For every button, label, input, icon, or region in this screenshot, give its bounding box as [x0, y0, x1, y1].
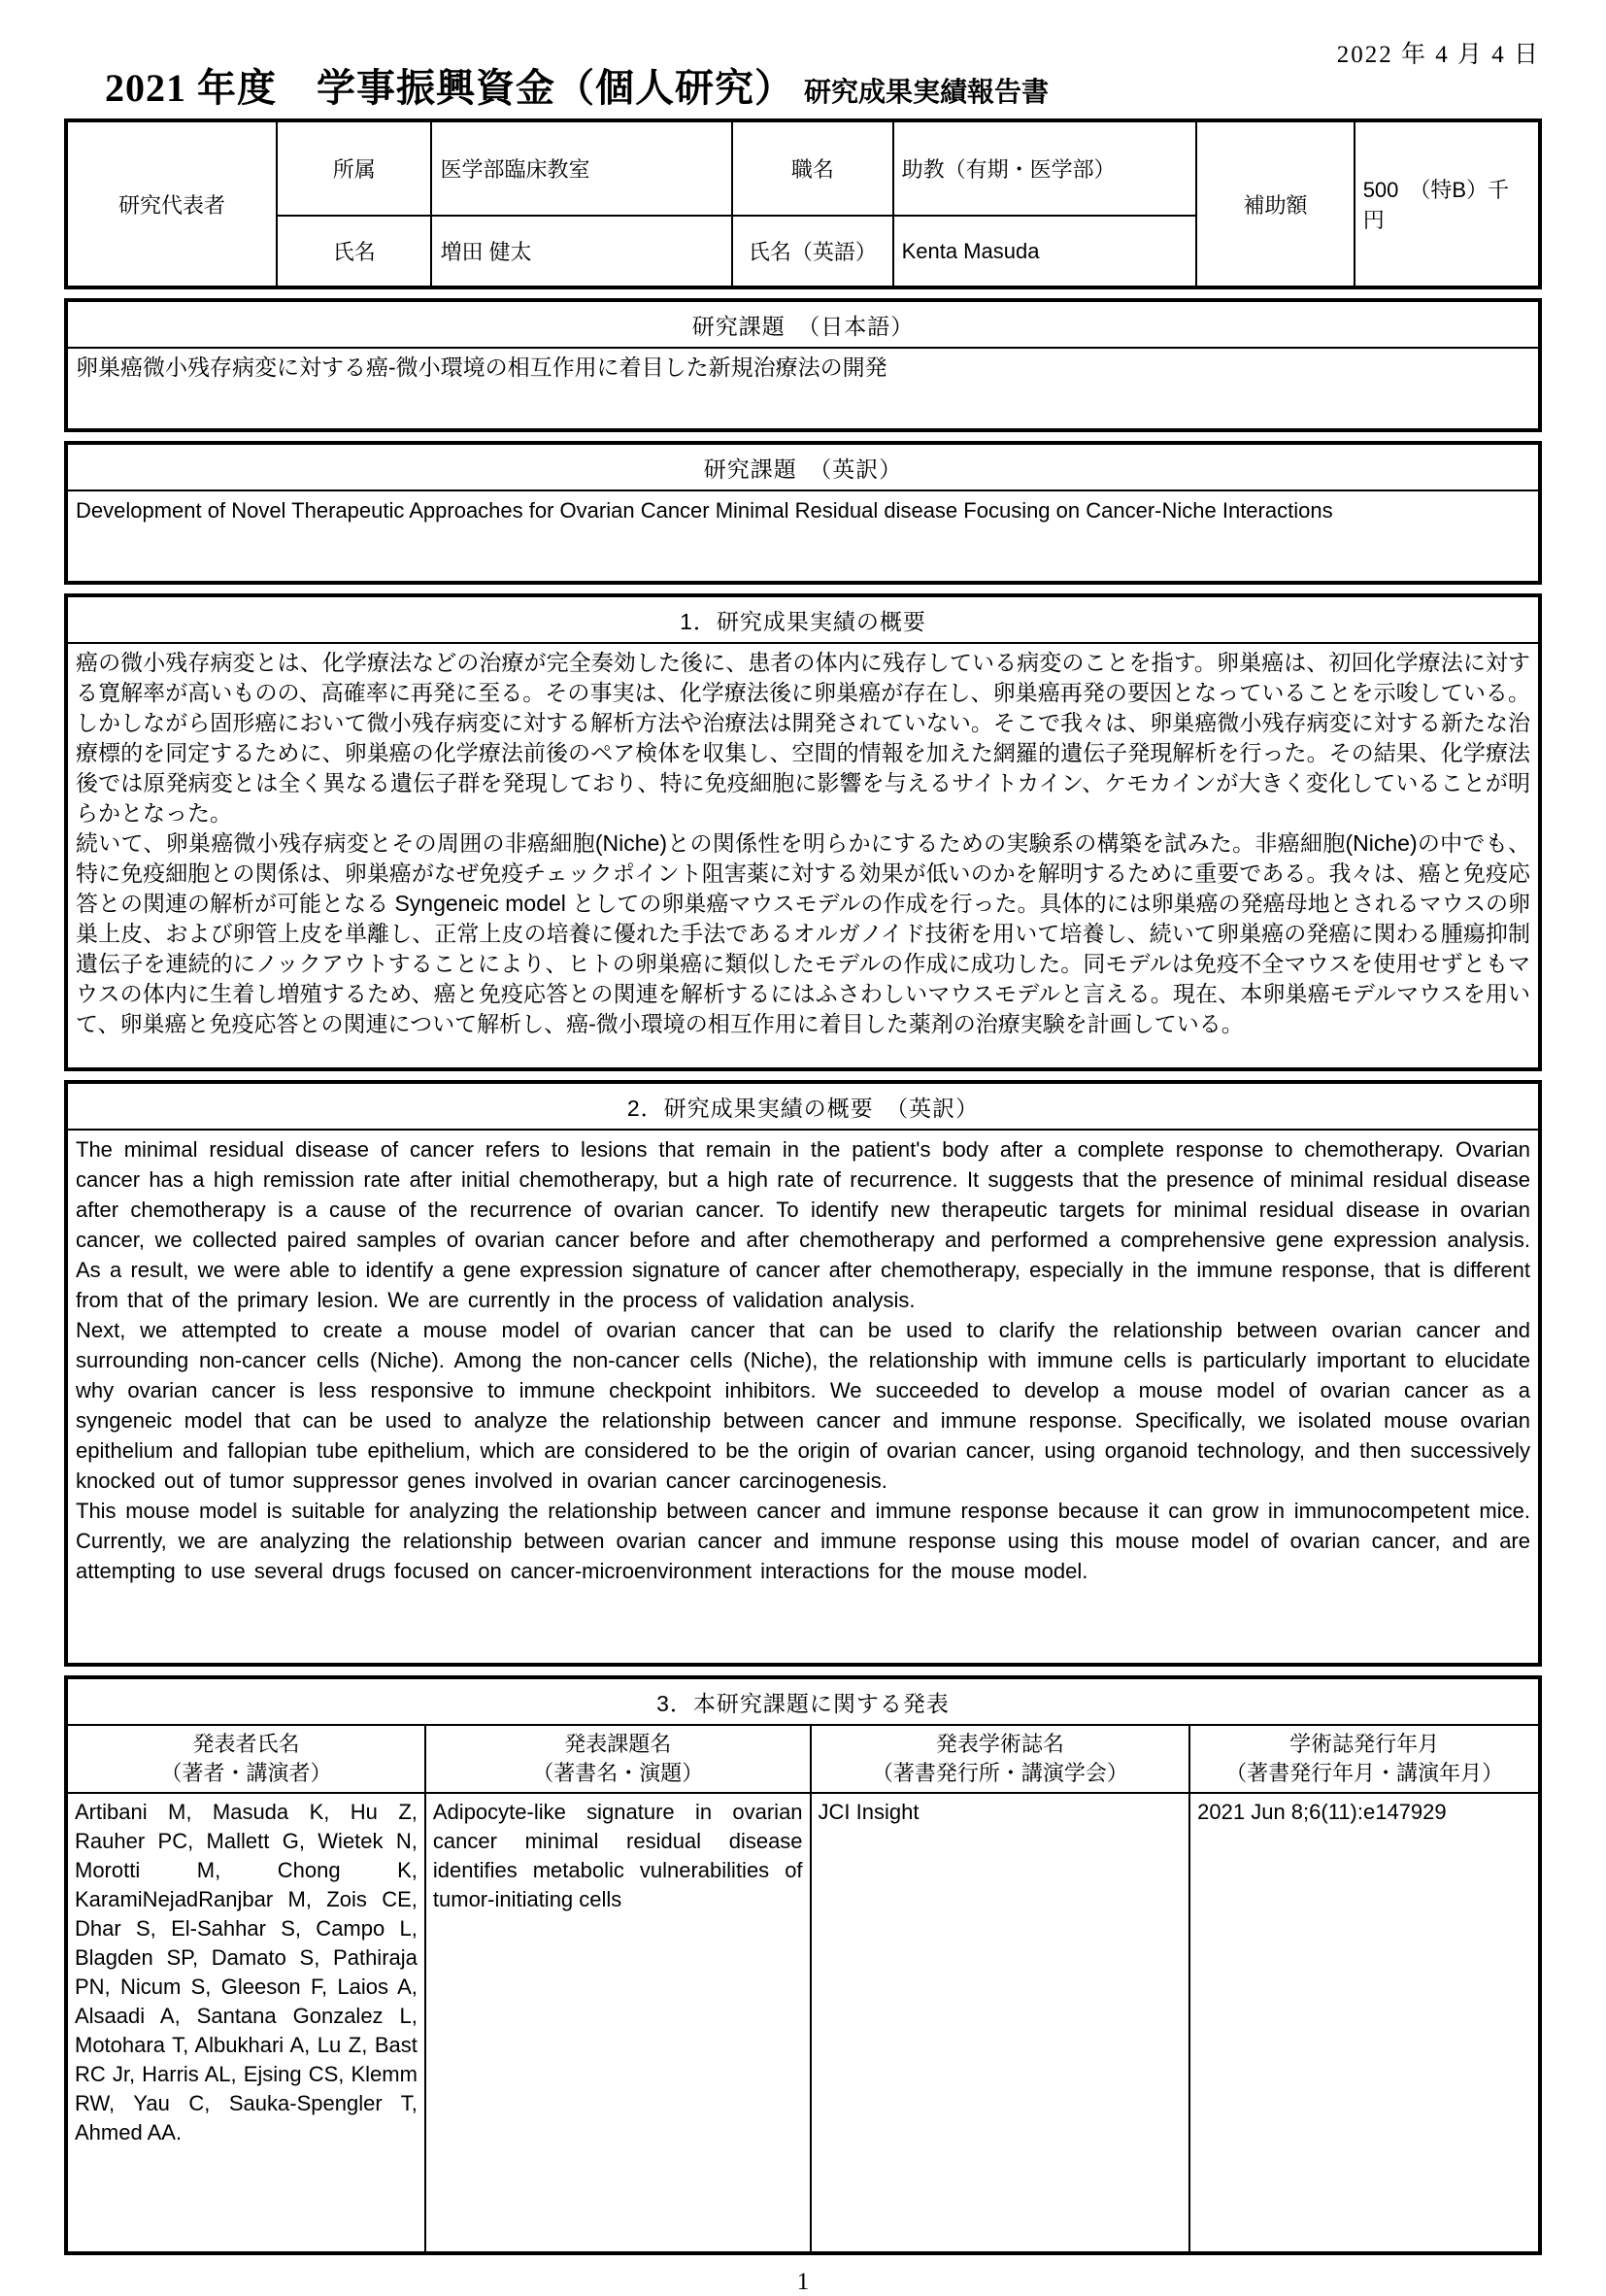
- publications-table-head: [68, 1726, 1538, 1793]
- info-row-affiliation: [66, 120, 1540, 216]
- researcher-info-table: [64, 118, 1542, 289]
- column-header-title: [425, 1726, 811, 1793]
- publication-title: Adipocyte-like signature in ovarian cancer minimal residual disease identifies metabolic vulnerabilities of tumor-initiating cells: [425, 1793, 811, 2251]
- name-en-label: 氏名（英語）: [732, 216, 892, 287]
- publications-header-row: [68, 1726, 1538, 1793]
- publications-header: 3．本研究課題に関する発表: [68, 1679, 1538, 1726]
- subsidy-value: 500 （特B）千円: [1355, 120, 1540, 287]
- report-date: 2022 年 4 月 4 日: [1336, 42, 1540, 68]
- research-title-en-content: Development of Novel Therapeutic Approaches for Ovarian Cancer Minimal Residual disease Focusing on Cancer-Niche Interactions: [76, 498, 1333, 523]
- subsidy-label: 補助額: [1196, 120, 1354, 287]
- column-header-journal-line2: （著書発行所・講演学会）: [871, 1761, 1128, 1785]
- summary-ja-header: 1．研究成果実績の概要: [68, 597, 1538, 644]
- column-header-title-line1: 発表課題名: [564, 1732, 672, 1756]
- column-header-authors-line2: （著者・講演者）: [160, 1761, 332, 1785]
- name-en-value: Kenta Masuda: [893, 216, 1197, 287]
- research-title-ja-content: 卵巣癌微小残存病変に対する癌-微小環境の相互作用に着目した新規治療法の開発: [76, 355, 887, 380]
- publications-table: [68, 1726, 1538, 2251]
- position-label: 職名: [732, 120, 892, 216]
- position-value: 助教（有期・医学部）: [893, 120, 1197, 216]
- publication-row: [68, 1793, 1538, 2251]
- affiliation-label: 所属: [277, 120, 431, 216]
- summary-en-content: [68, 1131, 1538, 1663]
- column-header-date-line1: 学術誌発行年月: [1289, 1732, 1440, 1756]
- affiliation-value: 医学部臨床教室: [431, 120, 732, 216]
- section-summary-ja: [64, 593, 1542, 1071]
- summary-en-paragraph-3: This mouse model is suitable for analyzing the relationship between cancer and immune response because it can grow in immunocompetent mice. Currently, we are analyzing the relationship between ovarian cancer and immune response using this mouse model of ovarian cancer, and are attempting to use several drugs focused on cancer-microenvironment interactions for the mouse model.: [76, 1499, 1530, 1583]
- section-summary-en: [64, 1080, 1542, 1667]
- section-research-title-ja: [64, 298, 1542, 432]
- rep-label: 研究代表者: [66, 120, 277, 287]
- research-title-ja-header: 研究課題 （日本語）: [68, 302, 1538, 349]
- page-number: 1: [796, 2269, 810, 2295]
- summary-en-header: 2．研究成果実績の概要 （英訳）: [68, 1084, 1538, 1131]
- page-title: [105, 57, 1049, 113]
- publication-journal: JCI Insight: [811, 1793, 1190, 2251]
- section-publications: [64, 1675, 1542, 2255]
- summary-ja-paragraph-1: 癌の微小残存病変とは、化学療法などの治療が完全奏効した後に、患者の体内に残存している病変のことを指す。卵巣癌は、初回化学療法に対する寛解率が高いものの、高確率に再発に至る。その事実は、化学療法後に卵巣癌が存在し、卵巣癌再発の要因となっていることを示唆している。しかしながら固形癌において微小残存病変に対する解析方法や治療法は開発されていない。そこで我々は、卵巣癌微小残存病変に対する新たな治療標的を同定するために、卵巣癌の化学療法前後のペア検体を収集し、空間的情報を加えた網羅的遺伝子発現解析を行った。その結果、化学療法後では原発病変とは全く異なる遺伝子群を発現しており、特に免疫細胞に影響を与えるサイトカイン、ケモカインが大きく変化していることが明らかとなった。: [76, 650, 1530, 826]
- summary-ja-content: [68, 644, 1538, 1067]
- research-title-en-header: 研究課題 （英訳）: [68, 445, 1538, 491]
- column-header-date: [1189, 1726, 1538, 1793]
- column-header-authors-line1: 発表者氏名: [192, 1732, 300, 1756]
- column-header-date-line2: （著書発行年月・講演年月）: [1225, 1761, 1504, 1785]
- publication-date: 2021 Jun 8;6(11):e147929: [1189, 1793, 1538, 2251]
- column-header-authors: [68, 1726, 425, 1793]
- name-value: 増田 健太: [431, 216, 732, 287]
- publications-table-body: [68, 1793, 1538, 2251]
- column-header-journal-line1: 発表学術誌名: [935, 1732, 1064, 1756]
- name-label: 氏名: [277, 216, 431, 287]
- page-title-main: 2021 年度 学事振興資金（個人研究）: [105, 66, 794, 110]
- section-research-title-en: [64, 441, 1542, 585]
- summary-en-paragraph-2: Next, we attempted to create a mouse model of ovarian cancer that can be used to clarify the relationship between ovarian cancer and surrounding non-cancer cells (Niche). Among the non-cancer cells (Niche), the relationship with immune cells is particularly important to elucidate why ovarian cancer is less responsive to immune checkpoint inhibitors. We succeeded to develop a mouse model of ovarian cancer as a syngeneic model that can be used to analyze the relationship between cancer and immune response. Specifically, we isolated mouse ovarian epithelium and fallopian tube epithelium, which are considered to be the origin of ovarian cancer, using organoid technology, and then successively knocked out of tumor suppressor genes involved in ovarian cancer carcinogenesis.: [76, 1318, 1530, 1493]
- summary-en-paragraph-1: The minimal residual disease of cancer refers to lesions that remain in the patient's body after a complete response to chemotherapy. Ovarian cancer has a high remission rate after initial chemotherapy, but a high rate of recurrence. It suggests that the presence of minimal residual disease after chemotherapy is a cause of the recurrence of ovarian cancer. To identify new therapeutic targets for minimal residual disease in ovarian cancer, we collected paired samples of ovarian cancer before and after chemotherapy and performed a comprehensive gene expression analysis. As a result, we were able to identify a gene expression signature of cancer after chemotherapy, especially in the immune response, that is different from that of the primary lesion. We are currently in the process of validation analysis.: [76, 1137, 1530, 1312]
- column-header-title-line2: （著書名・演題）: [532, 1761, 704, 1785]
- summary-ja-paragraph-2: 続いて、卵巣癌微小残存病変とその周囲の非癌細胞(Niche)との関係性を明らかにするための実験系の構築を試みた。非癌細胞(Niche)の中でも、特に免疫細胞との関係は、卵巣癌がなぜ免疫チェックポイント阻害薬に対する効果が低いのかを解明するために重要である。我々は、癌と免疫応答との関連の解析が可能となる Syngeneic model としての卵巣癌マウスモデルの作成を行った。具体的には卵巣癌の発癌母地とされるマウスの卵巣上皮、および卵管上皮を単離し、正常上皮の培養に優れた手法であるオルガノイド技術を用いて培養し、続いて卵巣癌の発癌に関わる腫瘍抑制遺伝子を連続的にノックアウトすることにより、ヒトの卵巣癌に類似したモデルの作成に成功した。同モデルは免疫不全マウスを使用せずともマウスの体内に生着し増殖するため、癌と免疫応答との関連を解析するにはふさわしいマウスモデルと言える。現在、本卵巣癌モデルマウスを用いて、卵巣癌と免疫応答との関連について解析し、癌-微小環境の相互作用に着目した薬剤の治療実験を計画している。: [76, 830, 1530, 1036]
- column-header-journal: [811, 1726, 1190, 1793]
- publication-authors: Artibani M, Masuda K, Hu Z, Rauher PC, Mallett G, Wietek N, Morotti M, Chong K, KaramiNejadRanjbar M, Zois CE, Dhar S, El-Sahhar S, Campo L, Blagden SP, Damato S, Pathiraja PN, Nicum S, Gleeson F, Laios A, Alsaadi A, Santana Gonzalez L, Motohara T, Albukhari A, Lu Z, Bast RC Jr, Harris AL, Ejsing CS, Klemm RW, Yau C, Sauka-Spengler T, Ahmed AA.: [68, 1793, 425, 2251]
- report-header: [64, 29, 1542, 118]
- page-title-sub: 研究成果実績報告書: [804, 78, 1050, 108]
